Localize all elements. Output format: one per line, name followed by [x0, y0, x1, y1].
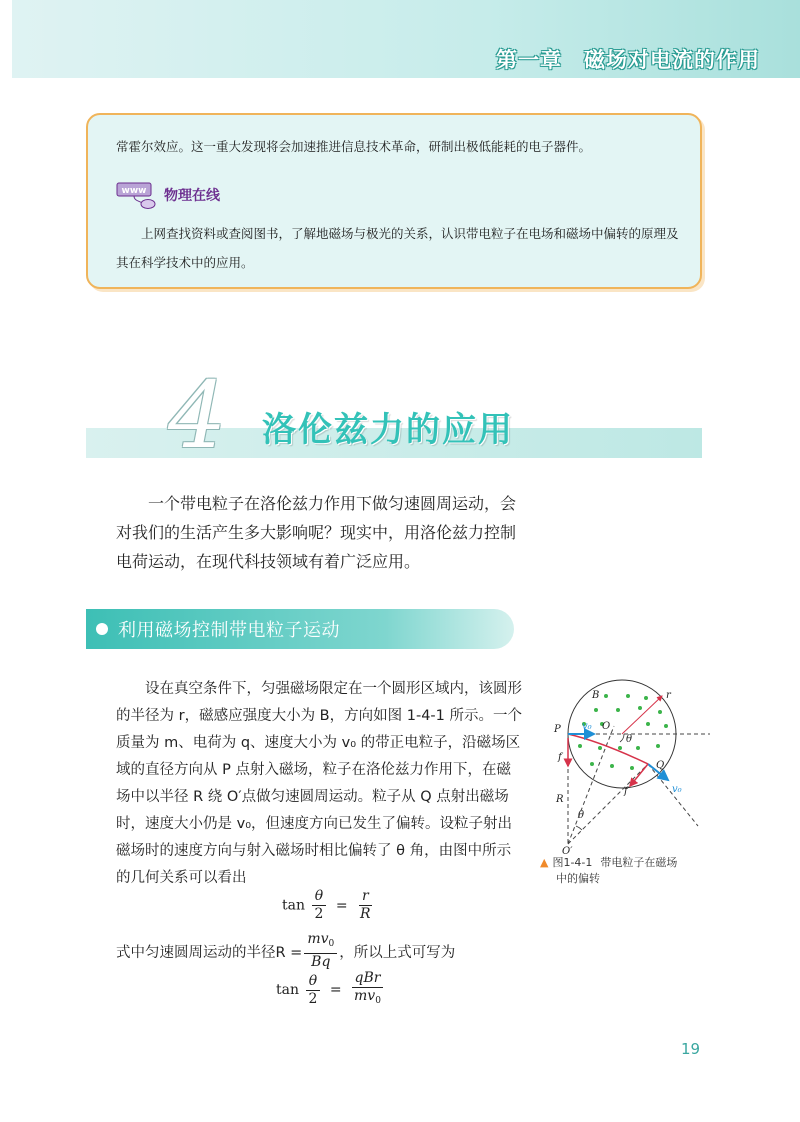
label-r: r: [666, 690, 671, 701]
label-theta-O: θ: [626, 734, 633, 745]
formula-tan-half-theta: tan $\frac{\theta}{2}$ = $\frac{r}{R}$: [282, 888, 376, 923]
after-radius-text: ，所以上式可写为: [339, 944, 456, 961]
online-title: 物理在线: [164, 188, 220, 204]
formula2-right-numerator: qBr: [352, 970, 384, 988]
formula1-left-denominator: 2: [314, 906, 324, 922]
label-O-prime: O′: [562, 846, 573, 854]
subsection-heading: [86, 609, 514, 649]
physics-online-heading: [116, 183, 220, 207]
intro-paragraph: 一个带电粒子在洛伦兹力作用下做匀速圆周运动，会对我们的生活产生多大影响呢？现实中，用洛伦兹力控制电荷运动，在现代科技领域有着广泛应用。: [116, 494, 517, 571]
caption-triangle-icon: ▲: [540, 856, 549, 869]
section-number: 4: [168, 362, 227, 469]
callout-paragraph-2: 上网查找资料或查阅图书，了解地磁场与极光的关系，认识带电粒子在电场和磁场中偏转的原理及其在科学技术中的应用。: [116, 226, 679, 270]
radius-fraction: [304, 931, 337, 971]
theta-arc-O-prime: [576, 826, 582, 830]
label-Q: Q: [656, 760, 665, 771]
caption-number: 图1-4-1: [552, 856, 593, 869]
chapter-title: 磁场对电流的作用: [584, 48, 760, 72]
label-R: R: [556, 794, 564, 805]
formula1-left-numerator: θ: [312, 888, 326, 906]
formula1-tan: tan: [282, 897, 305, 914]
radius-numerator: mv: [307, 931, 329, 947]
label-theta-O-prime: θ: [578, 810, 585, 821]
label-P: P: [554, 724, 561, 735]
subsection-title: 利用磁场控制带电粒子运动: [118, 620, 340, 641]
www-icon-text: www: [121, 186, 147, 196]
formula1-right-fraction: [357, 888, 374, 923]
label-O: O: [602, 721, 611, 732]
formula2-left-numerator: θ: [306, 973, 320, 991]
formula-tan-half-theta-2: tan $\frac{\theta}{2}$ = $\frac{\text{qBr}}{mv_0}$: [276, 970, 386, 1010]
page-number: 19: [681, 1040, 701, 1058]
radius-line: [116, 931, 455, 971]
callout-box: [86, 113, 702, 289]
body-paragraph: [116, 676, 524, 892]
label-f-Q: f: [624, 786, 628, 797]
body-paragraph-text: 设在真空条件下，匀强磁场限定在一个圆形区域内，该圆形的半径为 r，磁感应强度大小为 B，方向如图 1-4-1 所示。一个质量为 m、电荷为 q、速度大小为 v₀ 的带正电粒子，沿磁场区域的直径方向从 P 点射入磁场，粒子在洛伦兹力作用下，在磁场中以半径 R 绕 O′点做匀速圆周运动。粒子从 Q 点射出磁场时，速度大小仍是 v₀，但速度方向已发生了偏转。设粒子射出磁场时的速度方向与射入磁场时相比偏转了 θ 角，由图中所示的几何关系可以看出: [116, 681, 522, 886]
label-B: B: [592, 690, 600, 701]
figure-particle-deflection: [532, 676, 712, 854]
figure-caption: [540, 855, 710, 887]
formula1-right-numerator: r: [359, 888, 372, 906]
caption-line-2: 中的偏转: [556, 872, 600, 885]
chapter-header: [496, 44, 760, 74]
label-v0-entry: v₀: [582, 721, 592, 732]
formula2-tan: tan: [276, 982, 299, 998]
label-v0-exit: v₀: [672, 784, 682, 795]
radius-numerator-sub: 0: [328, 939, 335, 949]
radius-denominator: Bq: [311, 954, 331, 970]
formula2-left-fraction: [305, 973, 320, 1008]
formula1-right-denominator: R: [360, 906, 371, 922]
formula2-right-denominator-sub: 0: [375, 996, 381, 1006]
callout-paragraph-1: 常霍尔效应。这一重大发现将会加速推进信息技术革命，研制出极低能耗的电子器件。: [116, 139, 592, 154]
formula2-left-denominator: 2: [308, 990, 318, 1007]
bullet-dot-icon: [96, 623, 108, 635]
formula1-left-fraction: [311, 888, 326, 923]
formula2-right-fraction: [351, 970, 384, 1010]
formula2-right-denominator: mv: [354, 988, 376, 1004]
caption-line-1: 带电粒子在磁场: [600, 856, 678, 869]
section-title: 洛伦兹力的应用: [262, 410, 514, 450]
chapter-number: 第一章: [496, 48, 562, 72]
radius-text: 式中匀速圆周运动的半径R =: [116, 944, 303, 961]
www-mouse-icon: [116, 181, 160, 209]
label-f-P: f: [558, 752, 562, 763]
